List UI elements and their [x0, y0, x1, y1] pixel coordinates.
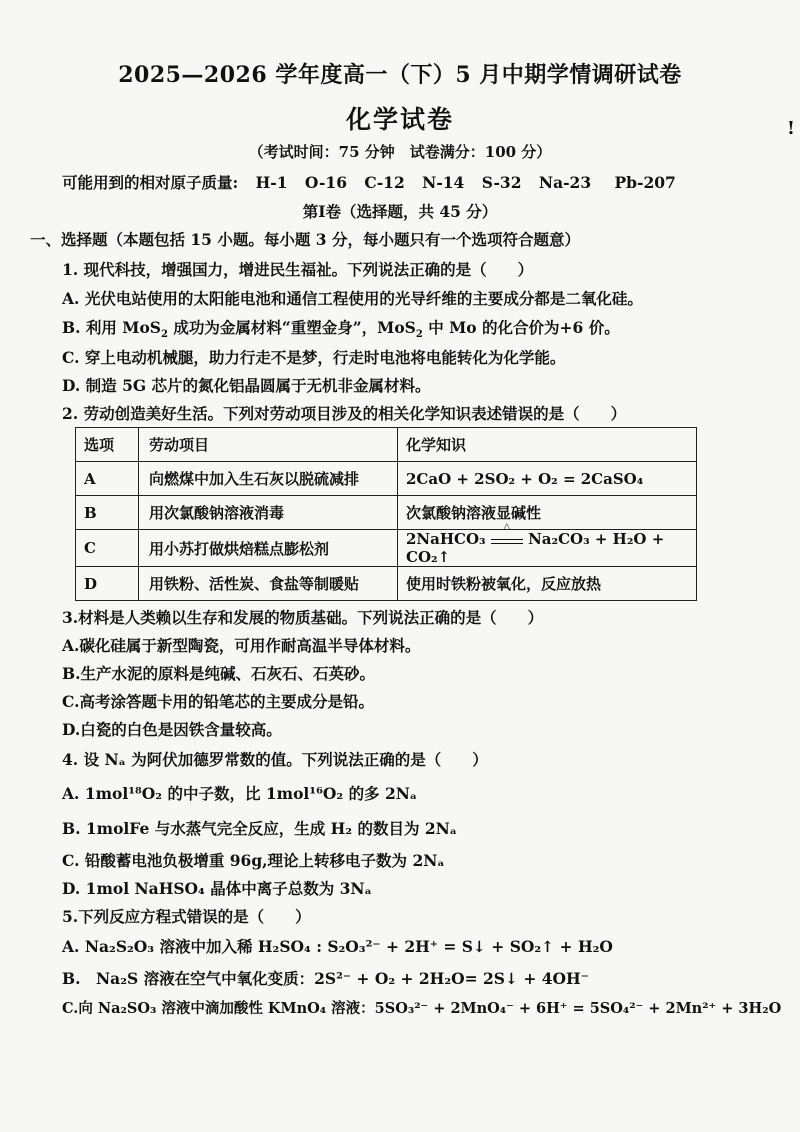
- volume-heading: 第Ⅰ卷（选择题，共 45 分）: [302, 202, 498, 221]
- q5-option-b: B. Na₂S 溶液在空气中氧化变质：2S²⁻ + O₂ + 2H₂O= 2S↓ + 4OH⁻: [62, 969, 589, 988]
- heating-equals-sign: [491, 522, 523, 544]
- table-cell-task: 用小苏打做烘焙糕点膨松剂: [139, 530, 398, 567]
- q4-option-b: B. 1molFe 与水蒸气完全反应，生成 H₂ 的数目为 2Nₐ: [62, 819, 458, 838]
- table-row: [76, 462, 697, 496]
- atomic-mass-h: H-1: [255, 173, 288, 192]
- q1-b-part1: B. 利用 MoS: [62, 318, 161, 337]
- table-cell-knowledge: 次氯酸钠溶液显碱性: [398, 496, 697, 530]
- q4-option-a: A. 1mol¹⁸O₂ 的中子数，比 1mol¹⁶O₂ 的多 2Nₐ: [62, 784, 418, 803]
- q5-option-c: C.向 Na₂SO₃ 溶液中滴加酸性 KMnO₄ 溶液：5SO₃²⁻ + 2MnO₄⁻ + 6H⁺ = 5SO₄²⁻ + 2Mn²⁺ + 3H₂O: [62, 1000, 782, 1017]
- atomic-mass-line: [62, 171, 676, 193]
- table-header-option: 选项: [76, 428, 139, 462]
- table-row: [76, 530, 697, 567]
- table-cell-option: D: [76, 567, 139, 601]
- table-header-row: [76, 428, 697, 462]
- q1-b-part2: 成功为金属材料“重塑金身”，MoS: [167, 318, 416, 337]
- corner-mark: !: [787, 118, 795, 139]
- q1-b-part3: 中 Mo 的化合价为+6 价。: [422, 318, 620, 337]
- table-row: [76, 567, 697, 601]
- table-cell-knowledge: 2CaO + 2SO₂ + O₂ = 2CaSO₄: [398, 462, 697, 496]
- table-cell-task: 向燃煤中加入生石灰以脱硫减排: [139, 462, 398, 496]
- table-cell-option: B: [76, 496, 139, 530]
- q3-option-c: C.高考涂答题卡用的铅笔芯的主要成分是铅。: [62, 692, 374, 711]
- q1-b-sub2: 2: [415, 329, 423, 341]
- equation-right: Na₂CO₃ + H₂O + CO₂↑: [406, 530, 665, 566]
- q4-option-c: C. 铅酸蓄电池负极增重 96g,理论上转移电子数为 2Nₐ: [62, 851, 445, 870]
- atomic-mass-na: Na-23: [538, 173, 592, 192]
- q1-option-c: C. 穿上电动机械腿，助力行走不是梦，行走时电池将电能转化为化学能。: [62, 348, 566, 367]
- table-header-task: 劳动项目: [139, 428, 398, 462]
- q1-stem: 1. 现代科技，增强国力，增进民生福祉。下列说法正确的是（ ）: [62, 260, 534, 279]
- q3-option-a: A.碳化硅属于新型陶瓷，可用作耐高温半导体材料。: [62, 636, 421, 655]
- q4-stem: 4. 设 Nₐ 为阿伏加德罗常数的值。下列说法正确的是（ ）: [62, 750, 488, 769]
- table-cell-task: 用次氯酸钠溶液消毒: [139, 496, 398, 530]
- subject-title: 化学试卷: [345, 105, 454, 134]
- atomic-mass-c: C-12: [364, 173, 405, 192]
- exam-info: （考试时间：75 分钟 试卷满分：100 分）: [248, 143, 552, 161]
- table-cell-knowledge: 使用时铁粉被氧化，反应放热: [398, 567, 697, 601]
- table-header-knowledge: 化学知识: [398, 428, 697, 462]
- q5-stem: 5.下列反应方程式错误的是（ ）: [62, 907, 311, 926]
- q1-option-a: A. 光伏电站使用的太阳能电池和通信工程使用的光导纤维的主要成分都是二氧化硅。: [62, 289, 643, 308]
- q1-b-sub1: 2: [160, 329, 168, 341]
- exam-title: 2025—2026 学年度高一（下）5 月中期学情调研试卷: [118, 62, 682, 88]
- q3-option-d: D.白瓷的白色是因铁含量较高。: [62, 720, 282, 739]
- q1-option-d: D. 制造 5G 芯片的氮化铝晶圆属于无机非金属材料。: [62, 376, 431, 395]
- q3-option-b: B.生产水泥的原料是纯碱、石灰石、石英砂。: [62, 664, 375, 683]
- atomic-mass-s: S-32: [481, 173, 522, 192]
- table-cell-option: C: [76, 530, 139, 567]
- equation-left: 2NaHCO₃: [406, 530, 486, 548]
- table-cell-task: 用铁粉、活性炭、食盐等制暖贴: [139, 567, 398, 601]
- atomic-mass-pb: Pb-207: [614, 173, 676, 192]
- section-heading: 一、选择题（本题包括 15 小题。每小题 3 分，每小题只有一个选项符合题意）: [30, 230, 580, 249]
- q1-option-b: [62, 316, 620, 340]
- heat-triangle-icon: △: [503, 522, 511, 532]
- atomic-mass-o: O-16: [304, 173, 347, 192]
- table-row: [76, 496, 697, 530]
- atomic-mass-n: N-14: [422, 173, 465, 192]
- atomic-mass-label: 可能用到的相对原子质量:: [62, 173, 239, 192]
- q2-stem: 2. 劳动创造美好生活。下列对劳动项目涉及的相关化学知识表述错误的是（ ）: [62, 404, 627, 423]
- q3-stem: 3.材料是人类赖以生存和发展的物质基础。下列说法正确的是（ ）: [62, 608, 544, 627]
- q4-option-d: D. 1mol NaHSO₄ 晶体中离子总数为 3Nₐ: [62, 879, 372, 898]
- q2-table: [75, 427, 697, 601]
- table-cell-knowledge: [398, 522, 697, 567]
- q5-option-a: A. Na₂S₂O₃ 溶液中加入稀 H₂SO₄ : S₂O₃²⁻ + 2H⁺ = S↓ + SO₂↑ + H₂O: [62, 937, 613, 956]
- table-cell-option: A: [76, 462, 139, 496]
